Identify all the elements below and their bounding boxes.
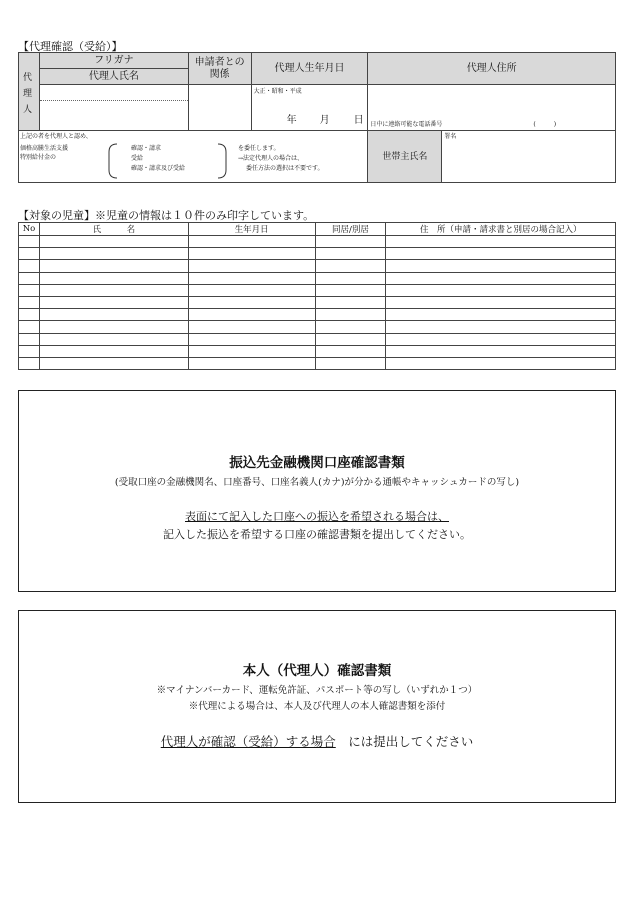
id-box-note2: ※代理による場合は、本人及び代理人の本人確認書類を添付: [188, 701, 446, 712]
col-cohabit: 同居/別居: [315, 223, 386, 236]
table-cell[interactable]: [315, 248, 386, 260]
table-cell[interactable]: [39, 260, 188, 272]
table-cell[interactable]: [188, 345, 315, 357]
table-cell[interactable]: [188, 296, 315, 308]
table-cell[interactable]: [386, 357, 616, 369]
table-cell[interactable]: [188, 272, 315, 284]
table-cell[interactable]: [315, 345, 386, 357]
table-cell[interactable]: [315, 321, 386, 333]
table-row: [19, 333, 616, 345]
table-row: [19, 236, 616, 248]
table-cell[interactable]: [188, 321, 315, 333]
table-row: [19, 248, 616, 260]
table-cell[interactable]: [188, 333, 315, 345]
proxy-table: [18, 52, 616, 183]
phone-label: 日中に連絡可能な電話番号: [370, 121, 443, 128]
table-cell[interactable]: [386, 272, 616, 284]
furigana-header: フリガナ: [39, 53, 188, 69]
table-row: [19, 345, 616, 357]
table-cell[interactable]: [386, 309, 616, 321]
table-cell[interactable]: [315, 272, 386, 284]
table-cell[interactable]: [19, 236, 40, 248]
table-cell[interactable]: [315, 236, 386, 248]
address-field[interactable]: [368, 85, 616, 131]
id-box-title: 本人（代理人）確認書類: [242, 663, 392, 679]
table-cell[interactable]: [315, 260, 386, 272]
col-address: 住 所（申請・請求書と別居の場合記入）: [386, 223, 616, 236]
table-cell[interactable]: [386, 236, 616, 248]
proxy-name-header: 代理人氏名: [39, 69, 188, 85]
table-cell[interactable]: [39, 309, 188, 321]
table-cell[interactable]: [386, 296, 616, 308]
table-cell[interactable]: [19, 296, 40, 308]
bank-box-subtitle: (受取口座の金融機関名、口座番号、口座名義人(カナ)が分かる通帳やキャッシュカードの写し): [114, 477, 520, 488]
table-row: [19, 309, 616, 321]
table-cell[interactable]: [19, 333, 40, 345]
table-row: [19, 296, 616, 308]
household-head-label: 世帯主氏名: [368, 131, 442, 183]
left-bracket: [107, 143, 119, 179]
relation-header: 申請者との 関係: [188, 53, 251, 85]
table-cell[interactable]: [39, 272, 188, 284]
table-cell[interactable]: [39, 296, 188, 308]
table-cell[interactable]: [315, 357, 386, 369]
option-confirm-request-receive[interactable]: 確認・請求及び受給: [131, 165, 186, 172]
table-cell[interactable]: [19, 309, 40, 321]
table-cell[interactable]: [39, 284, 188, 296]
children-table: [18, 222, 616, 370]
option-confirm-request[interactable]: 確認・請求: [131, 145, 162, 152]
signature-field[interactable]: [442, 131, 616, 183]
table-row: [19, 272, 616, 284]
table-cell[interactable]: [39, 357, 188, 369]
right-bracket: [216, 143, 228, 179]
table-cell[interactable]: [188, 357, 315, 369]
table-cell[interactable]: [315, 284, 386, 296]
table-row: [19, 260, 616, 272]
col-no: No: [19, 223, 40, 236]
col-dob: 生年月日: [188, 223, 315, 236]
table-cell[interactable]: [386, 321, 616, 333]
table-cell[interactable]: [19, 345, 40, 357]
table-cell[interactable]: [19, 248, 40, 260]
proxy-name-field[interactable]: [39, 85, 188, 131]
id-document-box: [18, 610, 616, 803]
table-cell[interactable]: [19, 260, 40, 272]
bank-box-title: 振込先金融機関口座確認書類: [229, 455, 405, 471]
table-row: [19, 321, 616, 333]
table-cell[interactable]: [39, 236, 188, 248]
table-cell[interactable]: [188, 284, 315, 296]
table-row: [19, 284, 616, 296]
bank-box-line2: 記入した振込を希望する口座の確認書類を提出してください。: [163, 528, 471, 541]
dob-header: 代理人生年月日: [251, 53, 368, 85]
dob-field[interactable]: 大正・昭和・平成 年 月 日: [251, 85, 368, 131]
table-cell[interactable]: [315, 296, 386, 308]
side-label-2: 理: [23, 89, 33, 99]
id-box-instruction: 代理人が確認（受給）する場合 には提出してください: [160, 734, 474, 749]
table-cell[interactable]: [39, 321, 188, 333]
bank-document-box: [18, 390, 616, 592]
table-cell[interactable]: [386, 345, 616, 357]
table-cell[interactable]: [188, 248, 315, 260]
delegation-cell: 上記の者を代理人と認め、 価格高騰生活支援 特別給付金の 確認・請求 受給 確認・請求及び受給 を委任します。 →法定代理人の場合は、 委任方法の選択は不要です。: [19, 131, 368, 183]
children-section-title: 【対象の児童】※児童の情報は１０件のみ印字しています。: [18, 209, 315, 222]
option-receive[interactable]: 受給: [131, 155, 144, 162]
table-cell[interactable]: [19, 272, 40, 284]
era-options: 大正・昭和・平成: [253, 88, 302, 95]
table-cell[interactable]: [39, 333, 188, 345]
table-cell[interactable]: [386, 284, 616, 296]
table-cell[interactable]: [19, 321, 40, 333]
side-label-3: 人: [23, 105, 33, 115]
table-cell[interactable]: [315, 309, 386, 321]
table-cell[interactable]: [39, 248, 188, 260]
table-cell[interactable]: [315, 333, 386, 345]
phone-parens: ( ): [533, 121, 557, 128]
table-cell[interactable]: [19, 284, 40, 296]
table-cell[interactable]: [188, 260, 315, 272]
table-cell[interactable]: [386, 333, 616, 345]
table-cell[interactable]: [19, 357, 40, 369]
table-cell[interactable]: [386, 248, 616, 260]
table-row: [19, 357, 616, 369]
table-cell[interactable]: [39, 345, 188, 357]
table-cell[interactable]: [188, 236, 315, 248]
proxy-section-title: 【代理確認（受給）】: [18, 40, 123, 53]
side-label-1: 代: [23, 73, 33, 83]
table-cell[interactable]: [188, 309, 315, 321]
col-name: 氏 名: [39, 223, 188, 236]
id-box-note1: ※マイナンバーカード、運転免許証、パスポート等の写し（いずれか１つ）: [156, 685, 478, 696]
address-header: 代理人住所: [368, 53, 616, 85]
table-cell[interactable]: [386, 260, 616, 272]
signature-label: 署名: [444, 133, 457, 140]
relation-field[interactable]: [188, 85, 251, 131]
bank-box-line1: 表面にて記入した口座への振込を希望される場合は、: [185, 510, 449, 523]
